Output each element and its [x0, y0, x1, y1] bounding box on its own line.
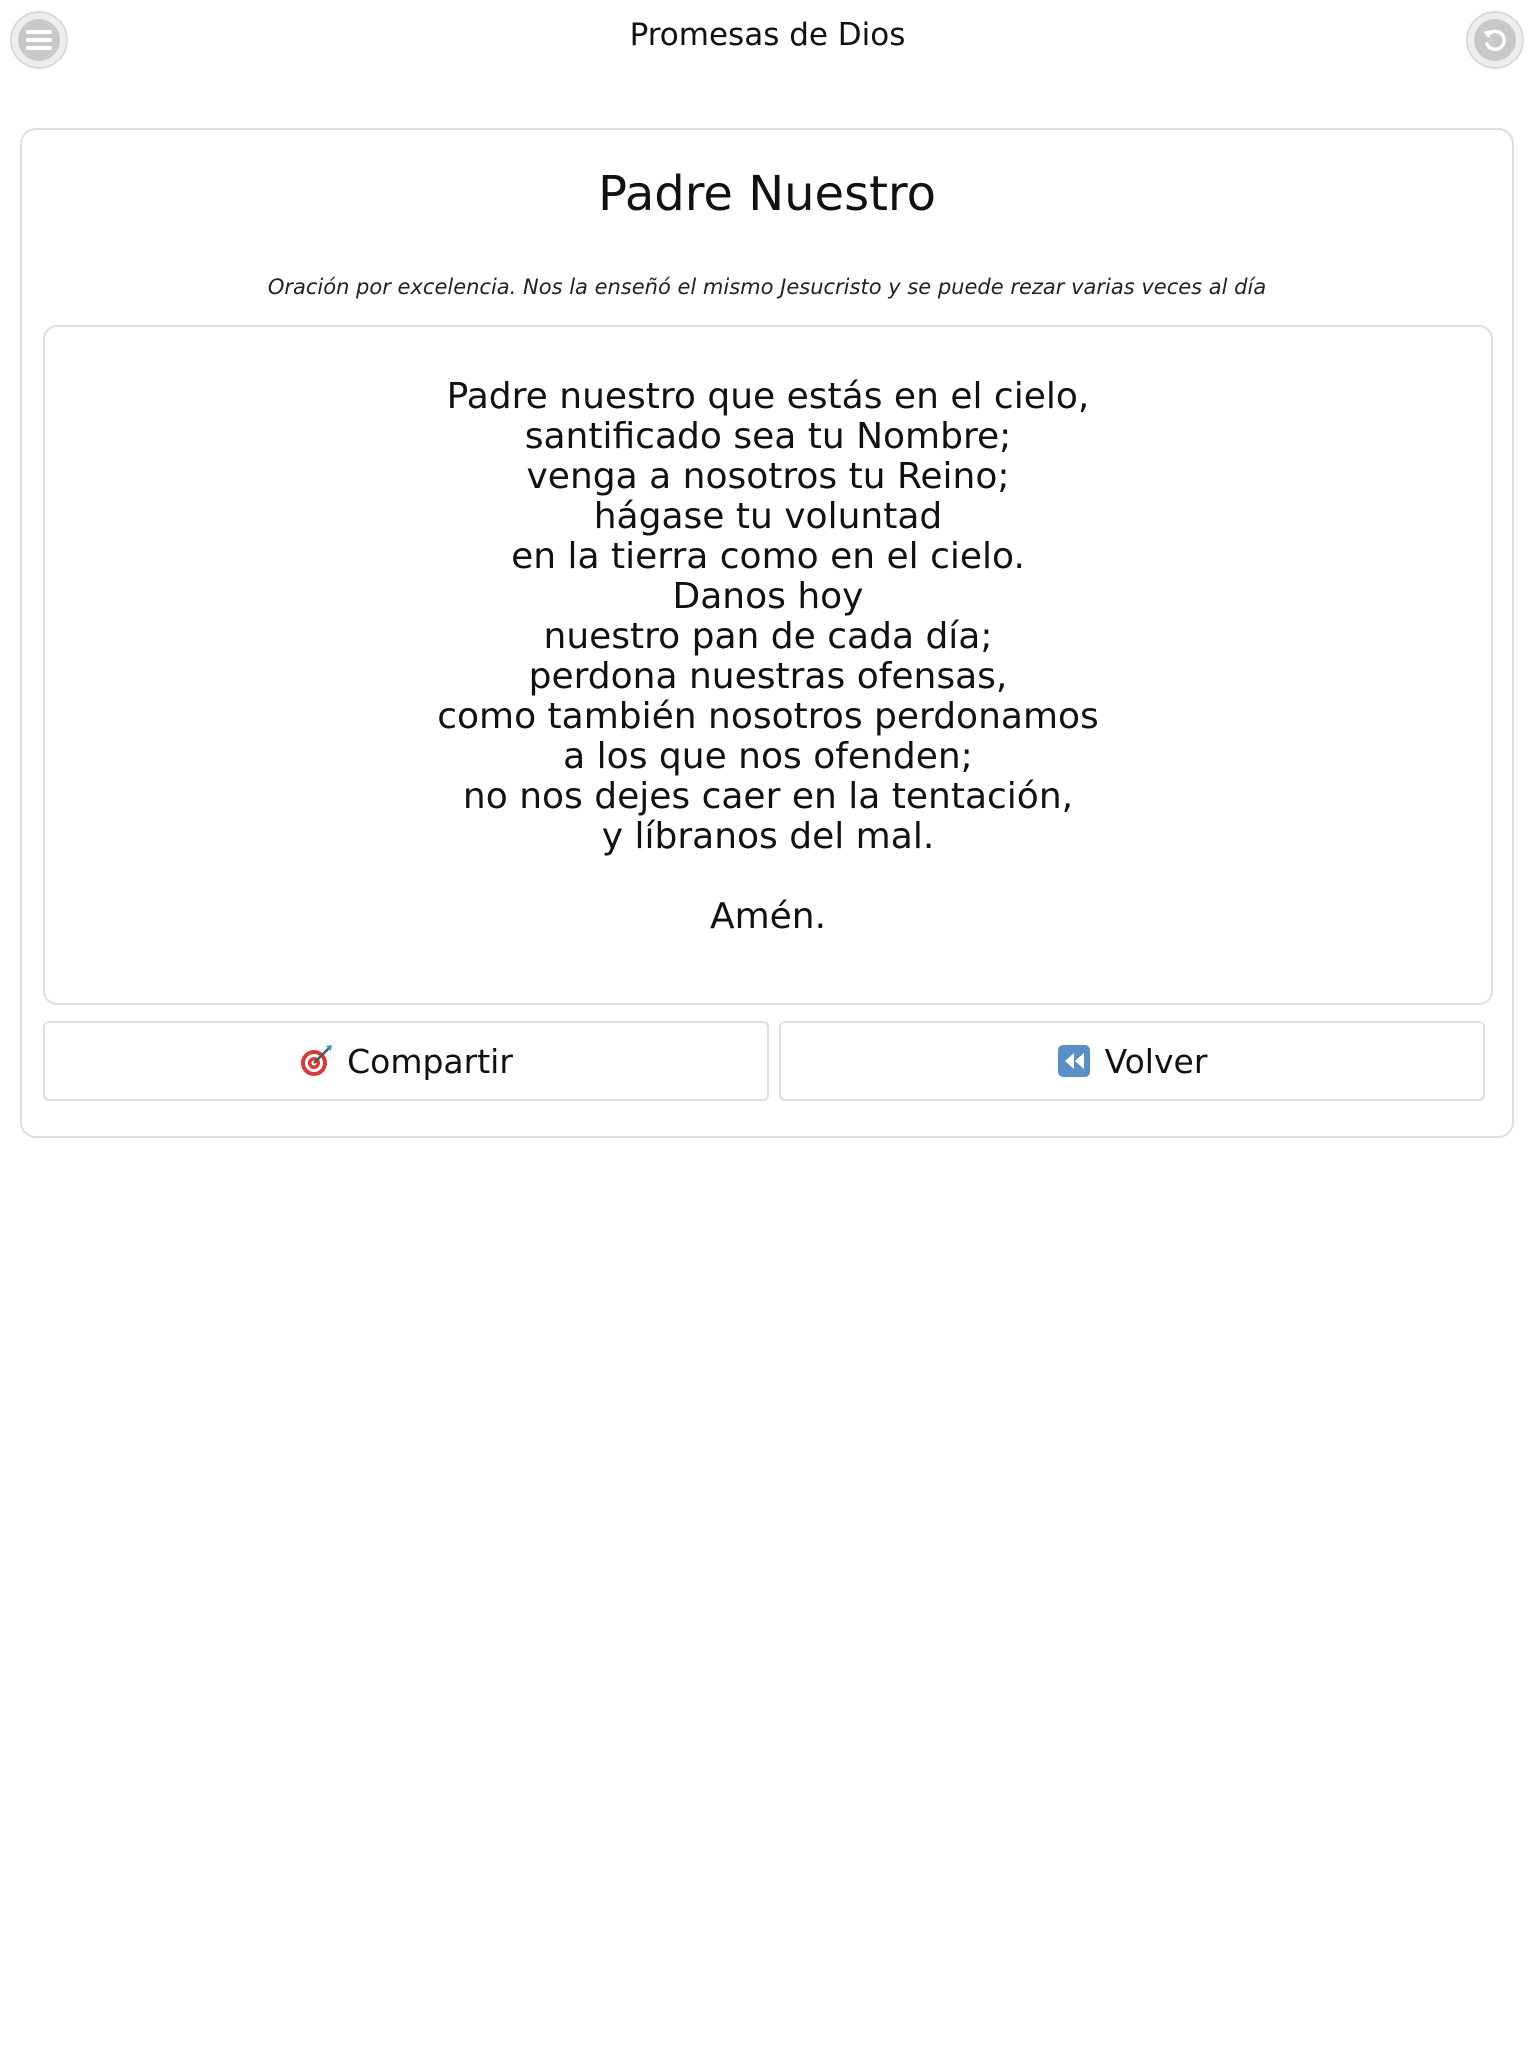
back-label: Volver	[1104, 1041, 1208, 1081]
back-button[interactable]	[779, 1021, 1485, 1101]
prayer-text-box	[43, 325, 1493, 1005]
share-label: Compartir	[347, 1041, 513, 1081]
prayer-subtitle: Oración por excelencia. Nos la enseñó el mismo Jesucristo y se puede rezar varias veces al día	[267, 275, 1267, 299]
prayer-line: Padre nuestro que estás en el cielo,	[446, 376, 1090, 417]
prayer-line: a los que nos ofenden;	[563, 736, 973, 777]
prayer-line: como también nosotros perdonamos	[437, 696, 1099, 737]
prayer-line: nuestro pan de cada día;	[543, 616, 993, 657]
undo-icon	[1474, 19, 1516, 61]
app-title: Promesas de Dios	[629, 17, 906, 53]
prayer-closing: Amén.	[709, 896, 827, 937]
prayer-line: y líbranos del mal.	[601, 816, 935, 857]
prayer-line: venga a nosotros tu Reino;	[526, 456, 1010, 497]
prayer-line: santificado sea tu Nombre;	[524, 416, 1012, 457]
prayer-line: en la tierra como en el cielo.	[511, 536, 1025, 577]
share-button[interactable]	[43, 1021, 769, 1101]
rewind-icon	[1057, 1044, 1091, 1078]
prayer-line: perdona nuestras ofensas,	[528, 656, 1008, 697]
prayer-line: no nos dejes caer en la tentación,	[462, 776, 1074, 817]
undo-button[interactable]	[1466, 11, 1524, 69]
top-bar	[0, 0, 1535, 80]
prayer-line: hágase tu voluntad	[593, 496, 943, 537]
prayer-title: Padre Nuestro	[598, 166, 936, 222]
prayer-lines	[45, 377, 1491, 857]
prayer-card	[20, 128, 1514, 1138]
prayer-line: Danos hoy	[672, 576, 864, 617]
target-icon	[299, 1044, 333, 1078]
